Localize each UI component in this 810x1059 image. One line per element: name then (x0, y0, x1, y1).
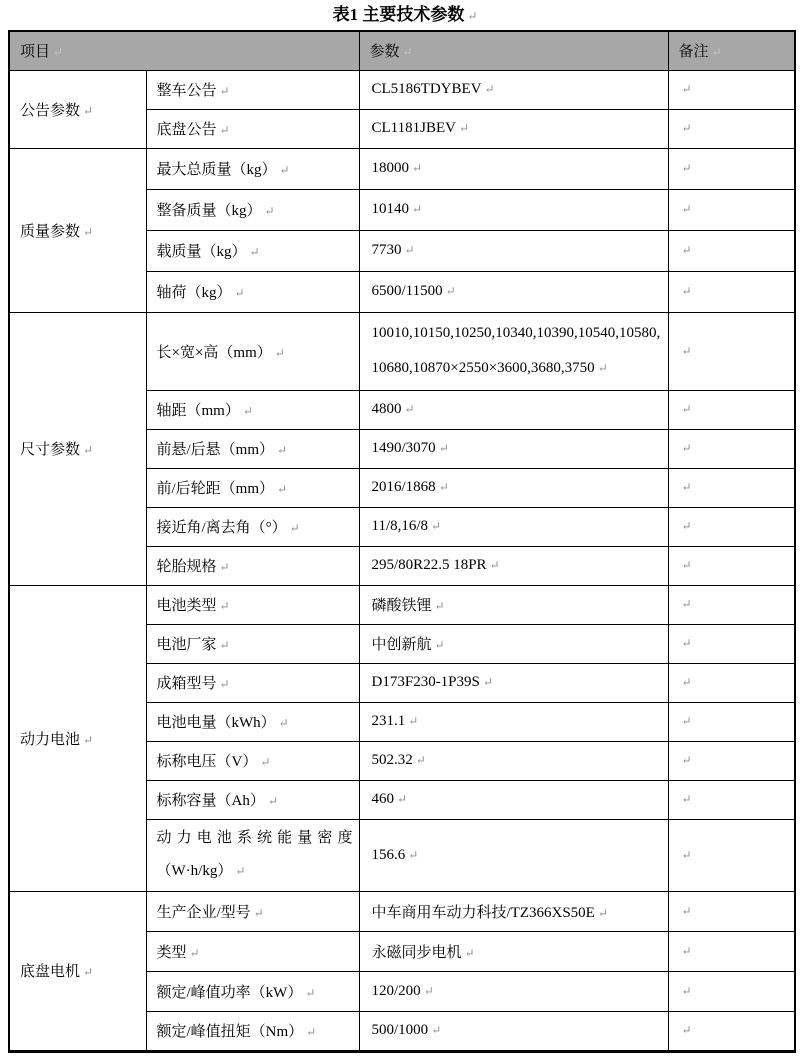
param-name-cell: 最大总质量（kg） ↵ (146, 148, 359, 189)
line-break-mark: ↵ (467, 9, 478, 23)
line-break-mark: ↵ (597, 361, 608, 375)
line-break-mark: ↵ (83, 443, 94, 457)
line-break-mark: ↵ (306, 1025, 317, 1039)
line-break-mark: ↵ (289, 521, 300, 535)
param-value-cell: 中车商用车动力科技/TZ366XS50E ↵ (359, 891, 668, 931)
category-cell: 质量参数 ↵ (9, 148, 146, 312)
line-break-mark: ↵ (431, 519, 442, 533)
line-break-mark: ↵ (408, 847, 419, 862)
category-cell: 公告参数 ↵ (9, 70, 146, 148)
line-break-mark: ↵ (277, 443, 288, 457)
line-break-mark: ↵ (681, 714, 692, 728)
param-name-cell: 类型 ↵ (146, 931, 359, 971)
line-break-mark: ↵ (397, 792, 408, 806)
line-break-mark: ↵ (253, 905, 264, 920)
param-value-cell: CL5186TDYBEV ↵ (359, 70, 668, 109)
table-title (0, 0, 810, 30)
table-title-text: 表1 主要技术参数 ↵ (332, 5, 478, 24)
param-name-cell: 轮胎规格 ↵ (146, 546, 359, 585)
param-value-cell: 295/80R22.5 18PR ↵ (359, 546, 668, 585)
remark-cell (668, 931, 795, 971)
line-break-mark: ↵ (404, 243, 415, 257)
param-value-cell: 231.1 ↵ (359, 702, 668, 741)
param-name-cell: 额定/峰值扭矩（Nm） ↵ (146, 1011, 359, 1051)
line-break-mark: ↵ (279, 163, 290, 177)
remark-cell (668, 271, 795, 312)
remark-cell (668, 663, 795, 702)
line-break-mark: ↵ (681, 847, 692, 862)
param-name-cell: 电池电量（kWh） ↵ (146, 702, 359, 741)
line-break-mark: ↵ (219, 560, 230, 574)
param-name-cell: 接近角/离去角（°） ↵ (146, 507, 359, 546)
remark-cell (668, 971, 795, 1011)
param-value-cell: 6500/11500 ↵ (359, 271, 668, 312)
line-break-mark: ↵ (83, 965, 94, 979)
line-break-mark: ↵ (681, 597, 692, 611)
line-break-mark: ↵ (681, 480, 692, 494)
remark-cell (668, 891, 795, 931)
param-name-cell: 载质量（kg） ↵ (146, 230, 359, 271)
line-break-mark: ↵ (681, 558, 692, 572)
remark-cell (668, 780, 795, 819)
line-break-mark: ↵ (415, 753, 426, 767)
remark-cell (668, 429, 795, 468)
line-break-mark: ↵ (249, 245, 260, 259)
param-name-cell: 成箱型号 ↵ (146, 663, 359, 702)
line-break-mark: ↵ (681, 243, 692, 257)
category-cell: 尺寸参数 ↵ (9, 312, 146, 585)
line-break-mark: ↵ (681, 792, 692, 806)
param-name-cell: 前悬/后悬（mm） ↵ (146, 429, 359, 468)
param-name-cell: 额定/峰值功率（kW） ↵ (146, 971, 359, 1011)
line-break-mark: ↵ (404, 402, 415, 416)
table-row (9, 312, 795, 390)
line-break-mark: ↵ (305, 985, 316, 1000)
param-name-cell: 整车公告 ↵ (146, 70, 359, 109)
param-value-cell: 永磁同步电机 ↵ (359, 931, 668, 971)
table-row (9, 148, 795, 189)
line-break-mark: ↵ (83, 732, 94, 747)
param-name-cell: 电池厂家 ↵ (146, 624, 359, 663)
param-name-cell: 标称容量（Ah） ↵ (146, 780, 359, 819)
param-name-cell: 标称电压（V） ↵ (146, 741, 359, 780)
remark-cell (668, 741, 795, 780)
line-break-mark: ↵ (681, 519, 692, 533)
category-cell: 动力电池 ↵ (9, 585, 146, 891)
line-break-mark: ↵ (431, 1023, 442, 1037)
line-break-mark: ↵ (234, 286, 245, 300)
line-break-mark: ↵ (235, 864, 246, 878)
category-cell: 底盘电机 ↵ (9, 891, 146, 1051)
remark-cell (668, 507, 795, 546)
param-value-cell: 502.32 ↵ (359, 741, 668, 780)
line-break-mark: ↵ (681, 983, 692, 998)
line-break-mark: ↵ (681, 82, 692, 96)
table-header-row (9, 31, 795, 70)
param-name-cell: 动力电池系统能量密度（W·h/kg） ↵ (146, 819, 359, 891)
param-name-cell: 底盘公告 ↵ (146, 109, 359, 148)
header-parameter: 参数 ↵ (359, 31, 668, 70)
remark-cell (668, 230, 795, 271)
param-name-cell: 生产企业/型号 ↵ (146, 891, 359, 931)
param-value-cell: 7730 ↵ (359, 230, 668, 271)
line-break-mark: ↵ (681, 1023, 692, 1037)
line-break-mark: ↵ (681, 402, 692, 416)
remark-cell (668, 624, 795, 663)
remark-cell (668, 546, 795, 585)
param-name-cell: 整备质量（kg） ↵ (146, 189, 359, 230)
line-break-mark: ↵ (681, 121, 692, 135)
param-name-cell: 长×宽×高（mm） ↵ (146, 312, 359, 390)
param-value-cell: 10010,10150,10250,10340,10390,10540,10580,10680,10870×2550×3600,3680,3750 ↵ (359, 312, 668, 390)
line-break-mark: ↵ (681, 903, 692, 918)
line-break-mark: ↵ (423, 983, 434, 998)
spec-table (8, 30, 796, 1053)
line-break-mark: ↵ (681, 161, 692, 175)
line-break-mark: ↵ (219, 123, 230, 137)
param-value-cell: 120/200 ↵ (359, 971, 668, 1011)
table-row (9, 70, 795, 109)
line-break-mark: ↵ (402, 45, 413, 60)
line-break-mark: ↵ (681, 753, 692, 767)
line-break-mark: ↵ (464, 945, 475, 960)
line-break-mark: ↵ (408, 714, 419, 728)
param-value-cell: 磷酸铁锂 ↵ (359, 585, 668, 624)
param-name-cell: 轴荷（kg） ↵ (146, 271, 359, 312)
param-value-cell: D173F230-1P39S ↵ (359, 663, 668, 702)
line-break-mark: ↵ (189, 945, 200, 960)
param-value-cell: 中创新航 ↵ (359, 624, 668, 663)
param-value-cell: CL1181JBEV ↵ (359, 109, 668, 148)
line-break-mark: ↵ (264, 204, 275, 218)
line-break-mark: ↵ (412, 202, 423, 216)
remark-cell (668, 585, 795, 624)
remark-cell (668, 468, 795, 507)
table-row (9, 891, 795, 931)
line-break-mark: ↵ (681, 284, 692, 298)
line-break-mark: ↵ (438, 480, 449, 494)
param-name-cell: 电池类型 ↵ (146, 585, 359, 624)
param-value-cell: 1490/3070 ↵ (359, 429, 668, 468)
line-break-mark: ↵ (277, 482, 288, 496)
line-break-mark: ↵ (489, 558, 500, 572)
param-value-cell: 2016/1868 ↵ (359, 468, 668, 507)
remark-cell (668, 70, 795, 109)
line-break-mark: ↵ (83, 103, 94, 118)
remark-cell (668, 312, 795, 390)
line-break-mark: ↵ (438, 441, 449, 455)
line-break-mark: ↵ (219, 638, 230, 652)
line-break-mark: ↵ (597, 905, 608, 920)
header-remark: 备注 ↵ (668, 31, 795, 70)
line-break-mark: ↵ (484, 82, 495, 96)
remark-cell (668, 109, 795, 148)
line-break-mark: ↵ (681, 636, 692, 650)
line-break-mark: ↵ (434, 638, 445, 652)
param-value-cell: 500/1000 ↵ (359, 1011, 668, 1051)
param-value-cell: 460 ↵ (359, 780, 668, 819)
remark-cell (668, 148, 795, 189)
line-break-mark: ↵ (434, 599, 445, 613)
line-break-mark: ↵ (681, 441, 692, 455)
line-break-mark: ↵ (260, 755, 271, 769)
param-value-cell: 10140 ↵ (359, 189, 668, 230)
remark-cell (668, 819, 795, 891)
line-break-mark: ↵ (681, 343, 692, 358)
line-break-mark: ↵ (219, 84, 230, 98)
line-break-mark: ↵ (53, 45, 64, 60)
param-value-cell: 18000 ↵ (359, 148, 668, 189)
line-break-mark: ↵ (219, 599, 230, 613)
line-break-mark: ↵ (219, 677, 230, 691)
param-value-cell: 4800 ↵ (359, 390, 668, 429)
line-break-mark: ↵ (83, 224, 94, 239)
line-break-mark: ↵ (267, 794, 278, 808)
param-value-cell: 156.6 ↵ (359, 819, 668, 891)
line-break-mark: ↵ (681, 675, 692, 689)
remark-cell (668, 702, 795, 741)
table-row (9, 585, 795, 624)
line-break-mark: ↵ (458, 121, 470, 135)
line-break-mark: ↵ (711, 45, 722, 60)
param-name-cell: 轴距（mm） ↵ (146, 390, 359, 429)
remark-cell (668, 390, 795, 429)
line-break-mark: ↵ (242, 404, 253, 418)
line-break-mark: ↵ (681, 202, 692, 216)
line-break-mark: ↵ (482, 675, 493, 689)
remark-cell (668, 1011, 795, 1051)
remark-cell (668, 189, 795, 230)
param-name-cell: 前/后轮距（mm） ↵ (146, 468, 359, 507)
line-break-mark: ↵ (445, 284, 456, 298)
header-item: 项目 ↵ (9, 31, 359, 70)
line-break-mark: ↵ (278, 716, 289, 730)
line-break-mark: ↵ (681, 943, 692, 958)
line-break-mark: ↵ (274, 345, 285, 360)
line-break-mark: ↵ (412, 161, 423, 175)
param-value-cell: 11/8,16/8 ↵ (359, 507, 668, 546)
